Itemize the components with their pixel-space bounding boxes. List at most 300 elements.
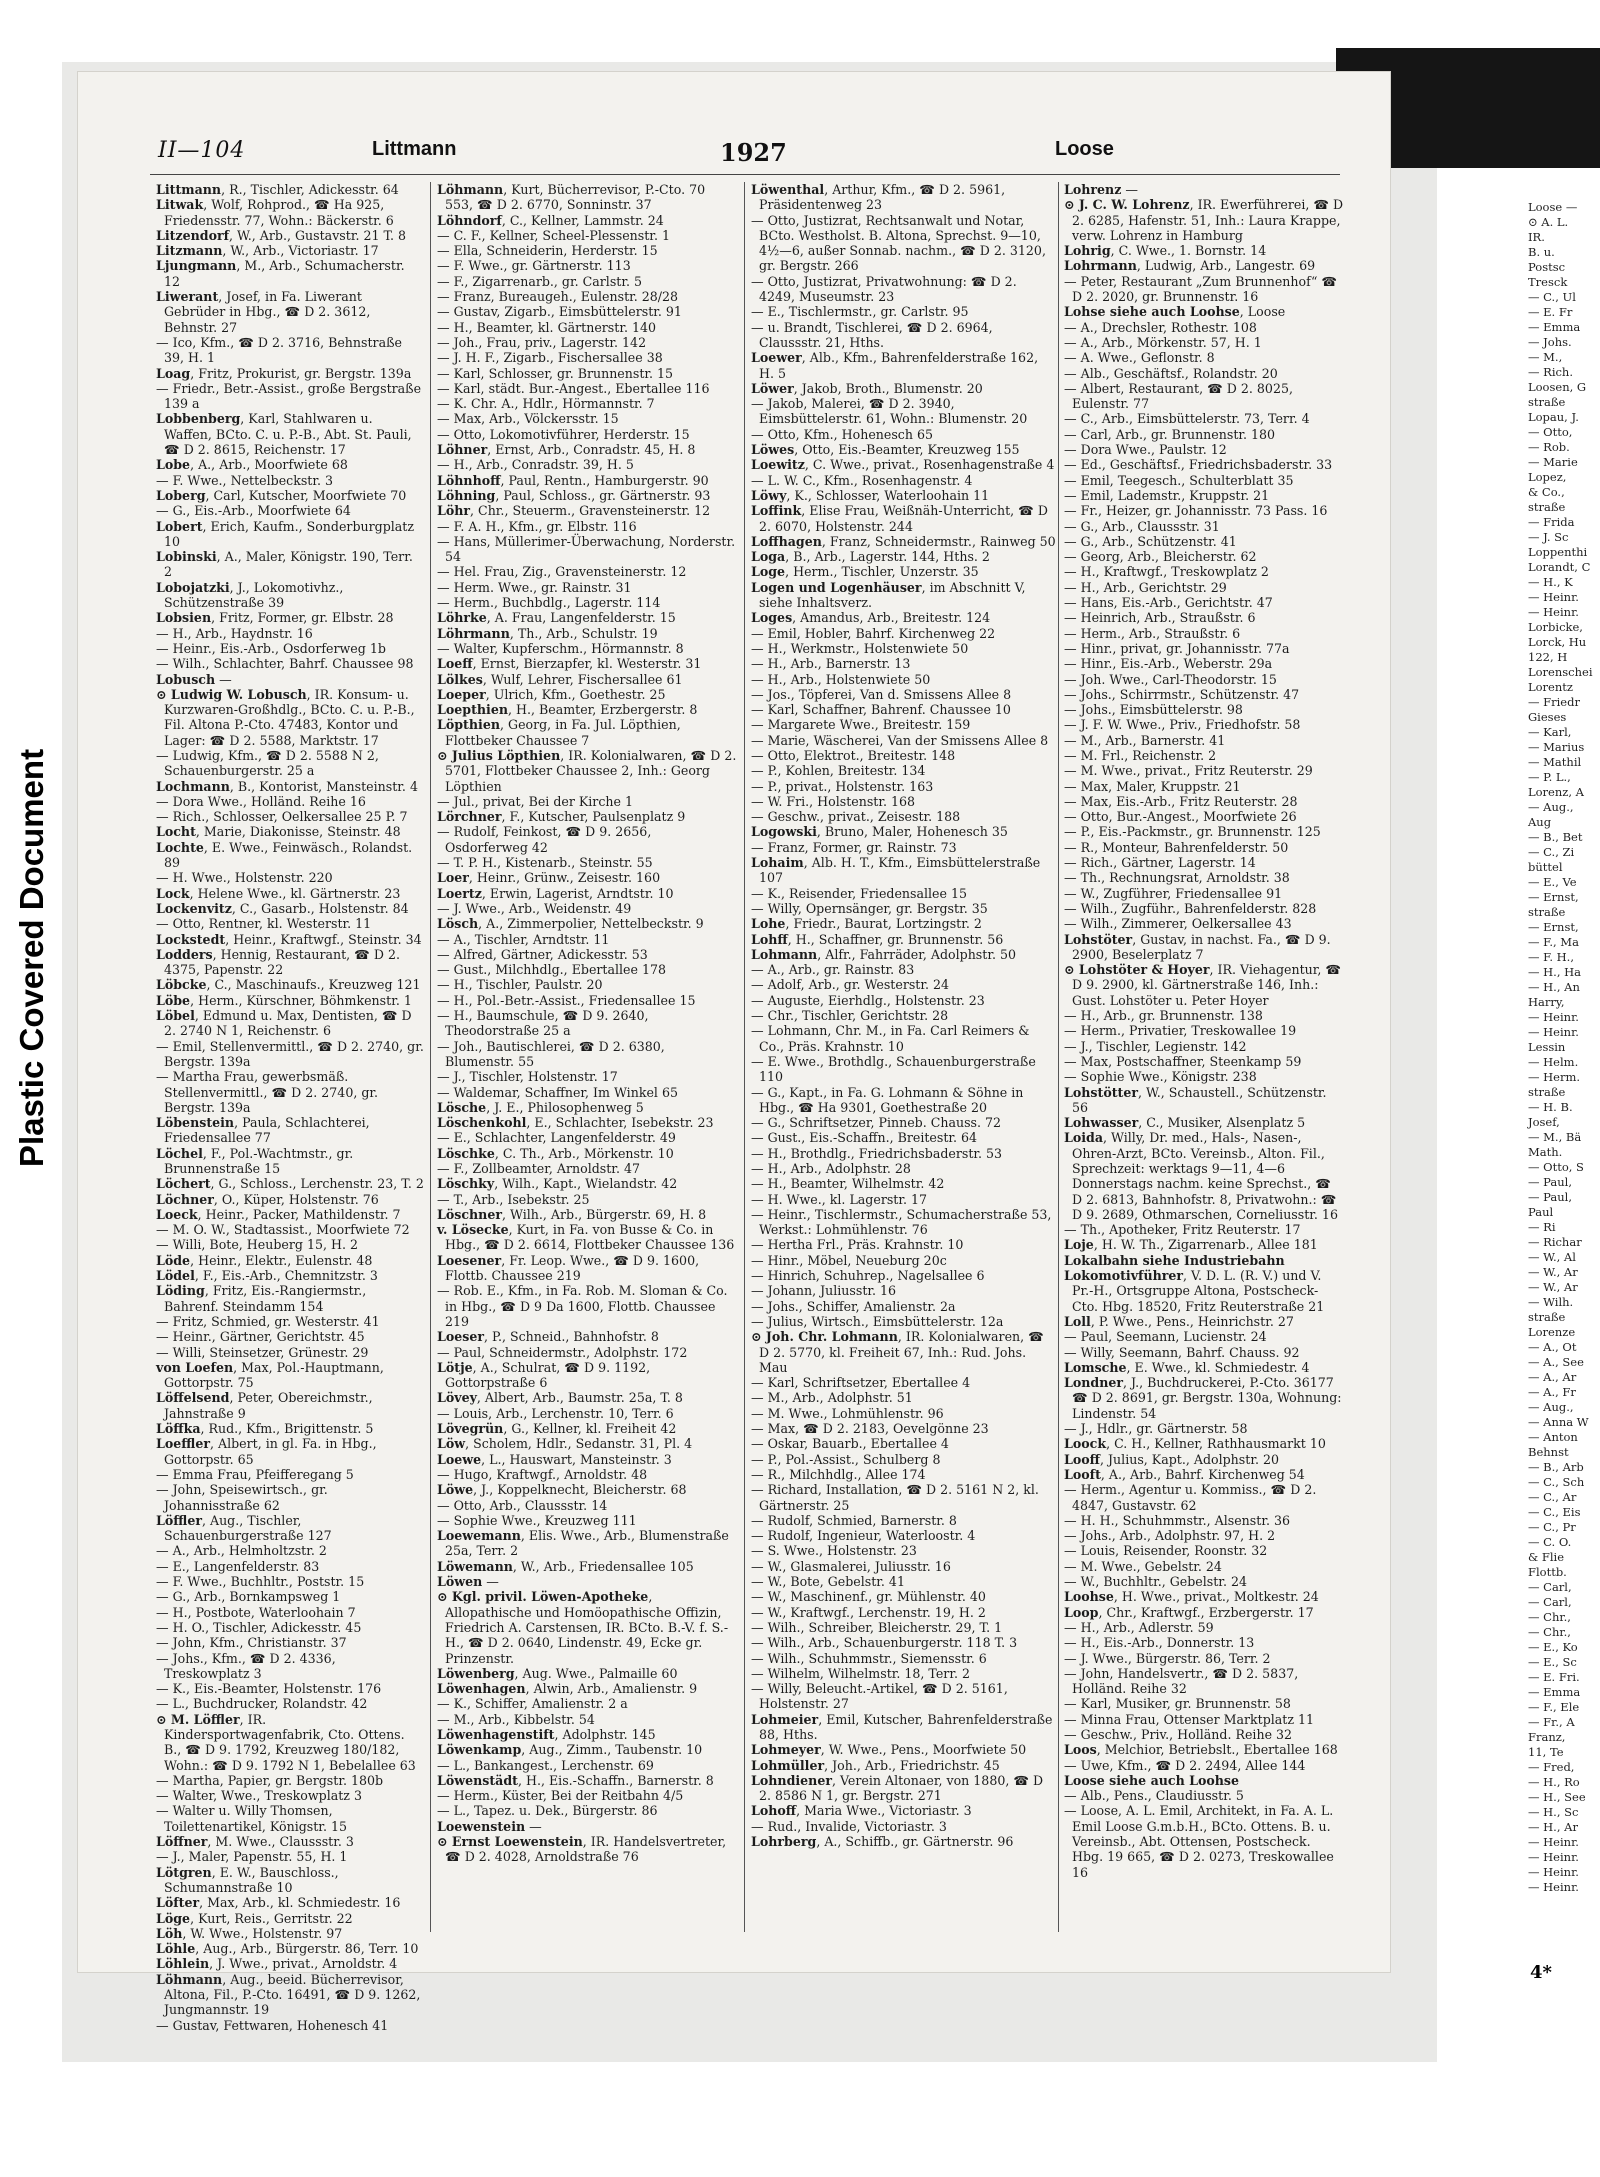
directory-entry: Löwenthal, Arthur, Kfm., ☎ D 2. 5961, Präsidentenweg 23 <box>751 182 1006 213</box>
directory-entry: — Otto, Justizrat, Privatwohnung: ☎ D 2. 4249, Museumstr. 23 <box>751 273 1017 305</box>
directory-entry: — Gustav, Zigarb., Eimsbüttelerstr. 91 <box>437 304 682 320</box>
adjacent-page-line: Aug <box>1528 815 1552 829</box>
directory-entry: Löwemann, W., Arb., Friedensallee 105 <box>437 1558 694 1574</box>
adjacent-page-line: — F., Ele <box>1528 1700 1580 1714</box>
adjacent-page-line: Gieses <box>1528 710 1567 724</box>
directory-entry: Löffner, M. Wwe., Claussstr. 3 <box>156 1834 354 1850</box>
directory-entry: — Wilhelm, Wilhelmstr. 18, Terr. 2 <box>751 1665 970 1681</box>
directory-entry: Lohmann, Alfr., Fahrräder, Adolphstr. 50 <box>751 946 1016 962</box>
directory-entry: Lobusch — <box>156 671 232 687</box>
directory-entry: — H., Postbote, Waterloohain 7 <box>156 1604 356 1620</box>
directory-entry: — Rud., Invalide, Victoriastr. 3 <box>751 1818 947 1834</box>
directory-entry: Lövegrün, G., Kellner, kl. Freiheit 42 <box>437 1421 677 1437</box>
directory-entry: Loag, Fritz, Prokurist, gr. Bergstr. 139a <box>156 365 412 381</box>
directory-entry: — Gust., Eis.-Schaffn., Breitestr. 64 <box>751 1130 978 1146</box>
directory-entry: — Heinrich, Arb., Straußstr. 6 <box>1064 610 1256 626</box>
directory-entry: — Hel. Frau, Zig., Gravensteinerstr. 12 <box>437 564 687 580</box>
directory-entry: — Rich., Schlosser, Oelkersallee 25 P. 7 <box>156 809 408 825</box>
adjacent-page-line: & Co., <box>1528 485 1565 499</box>
directory-entry: Lokalbahn siehe Industriebahn <box>1064 1252 1285 1268</box>
directory-entry: Lohrmann, Ludwig, Arb., Langestr. 69 <box>1064 258 1316 274</box>
directory-entry: — J. F. W. Wwe., Priv., Friedhofstr. 58 <box>1064 717 1301 733</box>
adjacent-page-line: — E., Ve <box>1528 875 1577 889</box>
adjacent-page-line: — M., Bä <box>1528 1130 1582 1144</box>
adjacent-page-line: — E., Ko <box>1528 1640 1578 1654</box>
directory-entry: Löwes, Otto, Eis.-Beamter, Kreuzweg 155 <box>751 442 1020 458</box>
directory-entry: Löwenkamp, Aug., Zimm., Taubenstr. 10 <box>437 1742 703 1758</box>
adjacent-page-line: — B., Bet <box>1528 830 1583 844</box>
directory-entry: Looft, A., Arb., Bahrf. Kirchenweg 54 <box>1064 1466 1305 1482</box>
directory-entry: — G., Arb., Claussstr. 31 <box>1064 518 1220 534</box>
directory-entry: — John, Kfm., Christianstr. 37 <box>156 1635 347 1651</box>
directory-entry: — Alb., Geschäftsf., Rolandstr. 20 <box>1064 365 1278 381</box>
adjacent-page-line: — W., Ar <box>1528 1265 1578 1279</box>
directory-entry: von Loefen, Max, Pol.-Hauptmann, Gottorpstr. 75 <box>156 1359 384 1391</box>
directory-entry: Löwen — <box>437 1574 499 1590</box>
directory-entry: — Louis, Reisender, Roonstr. 32 <box>1064 1543 1268 1559</box>
directory-entry: — M., Arb., Barnerstr. 41 <box>1064 732 1226 748</box>
directory-entry: Löschky, Wilh., Kapt., Wielandstr. 42 <box>437 1176 678 1192</box>
adjacent-page-line: — Ernst, <box>1528 890 1579 904</box>
directory-entry: — Johs., Kfm., ☎ D 2. 4336, Treskowplatz 3 <box>156 1650 336 1681</box>
adjacent-page-line: — Heinr. <box>1528 1880 1579 1894</box>
directory-entry: — Gust., Milchhdlg., Ebertallee 178 <box>437 962 666 978</box>
directory-entry: Loje, H. W. Th., Zigarrenarb., Allee 181 <box>1064 1237 1318 1253</box>
directory-entry: — G., Eis.-Arb., Moorfwiete 64 <box>156 503 351 519</box>
directory-entry: — Walter u. Willy Thomsen, Toilettenartikel, Königstr. 15 <box>156 1803 347 1834</box>
directory-column-2 <box>437 182 737 1932</box>
directory-entry: — F., Zigarrenarb., gr. Carlstr. 5 <box>437 273 643 289</box>
directory-entry: Lohstötter, W., Schaustell., Schützenstr. 56 <box>1064 1084 1327 1115</box>
directory-entry: Ljungmann, M., Arb., Schumacherstr. 12 <box>156 258 405 289</box>
directory-entry: — T. P. H., Kistenarb., Steinstr. 55 <box>437 855 653 871</box>
adjacent-page-line: Flottb. <box>1528 1565 1567 1579</box>
directory-entry: — Rich., Gärtner, Lagerstr. 14 <box>1064 855 1256 871</box>
directory-entry: — Wilh., Schlachter, Bahrf. Chaussee 98 <box>156 656 414 672</box>
directory-entry: — H., Kraftwgf., Treskowplatz 2 <box>1064 564 1269 580</box>
directory-entry: Lohff, H., Schaffner, gr. Brunnenstr. 56 <box>751 931 1004 947</box>
directory-entry: — Max, Maler, Kruppstr. 21 <box>1064 778 1241 794</box>
adjacent-page-line: Lorenz, A <box>1528 785 1584 799</box>
adjacent-page-line: — Carl, <box>1528 1595 1572 1609</box>
directory-entry: — Sophie Wwe., Kreuzweg 111 <box>437 1512 637 1528</box>
directory-entry: — C., Arb., Eimsbüttelerstr. 73, Terr. 4 <box>1064 411 1310 427</box>
directory-entry: Lohmeyer, W. Wwe., Pens., Moorfwiete 50 <box>751 1742 1027 1758</box>
directory-entry: Löbe, Herm., Kürschner, Böhmkenstr. 1 <box>156 992 412 1008</box>
directory-entry: — K., Schiffer, Amalienstr. 2 a <box>437 1696 628 1712</box>
directory-entry: — E., Schlachter, Langenfelderstr. 49 <box>437 1130 676 1146</box>
adjacent-page-line: Lessin <box>1528 1040 1566 1054</box>
adjacent-page-line: Harry, <box>1528 995 1565 1009</box>
adjacent-page-line: — Marie <box>1528 455 1578 469</box>
directory-entry: — A., Arb., Mörkenstr. 57, H. 1 <box>1064 334 1262 350</box>
directory-entry: — Carl, Arb., gr. Brunnenstr. 180 <box>1064 426 1276 442</box>
adjacent-page-line: — Fr., A <box>1528 1715 1575 1729</box>
adjacent-page-line: Math. <box>1528 1145 1563 1159</box>
directory-entry: — H., Arb., Adolphstr. 28 <box>751 1161 911 1176</box>
directory-entry: Löwenberg, Aug. Wwe., Palmaille 60 <box>437 1665 678 1681</box>
directory-entry: — Richard, Installation, ☎ D 2. 5161 N 2, kl. Gärtnerstr. 25 <box>751 1482 1039 1513</box>
adjacent-page-line: — F. H., <box>1528 950 1574 964</box>
directory-entry: Londner, J., Buchdruckerei, P.-Cto. 36177 ☎ D 2. 8691, gr. Bergstr. 130a, Wohnung: Lindenstr. 54 <box>1064 1375 1342 1421</box>
adjacent-page-line: straße <box>1528 500 1566 514</box>
directory-entry: ⊙ Ludwig W. Lobusch, IR. Konsum- u. Kurzwaren-Großhdlg., BCto. C. u. P.-B., Fil. Altona P.-Cto. 47483, Kontor und Lager: ☎ D 2. 5588, Marktstr. 17 <box>156 686 415 748</box>
directory-entry: — Heinr., Gärtner, Gerichtstr. 45 <box>156 1329 365 1345</box>
directory-entry: — Joh., Bautischlerei, ☎ D 2. 6380, Blumenstr. 55 <box>437 1038 665 1069</box>
directory-entry: — H., Brothdlg., Friedrichsbaderstr. 53 <box>751 1145 1003 1161</box>
directory-entry: — Hans, Eis.-Arb., Gerichtstr. 47 <box>1064 595 1273 611</box>
adjacent-page-line: — W., Ar <box>1528 1280 1578 1294</box>
directory-entry: — K. Chr. A., Hdlr., Hörmannstr. 7 <box>437 396 655 412</box>
adjacent-page-line: — Heinr. <box>1528 1865 1579 1879</box>
directory-entry: — Adolf, Arb., gr. Westerstr. 24 <box>751 977 950 993</box>
directory-entry: — F. Wwe., Nettelbeckstr. 3 <box>156 472 334 488</box>
directory-entry: Lötje, A., Schulrat, ☎ D 9. 1192, Gottorpstraße 6 <box>437 1359 651 1391</box>
directory-entry: Löhrmann, Th., Arb., Schulstr. 19 <box>437 625 658 641</box>
directory-entry: — H., Pol.-Betr.-Assist., Friedensallee 15 <box>437 992 696 1008</box>
adjacent-page-line: B. u. <box>1528 245 1555 259</box>
adjacent-page-line: — Frida <box>1528 515 1575 529</box>
adjacent-page-line: — F., Ma <box>1528 935 1579 949</box>
directory-entry: — M. Wwe., Gebelstr. 24 <box>1064 1558 1222 1574</box>
directory-entry: Loos, Melchior, Betriebslt., Ebertallee 168 <box>1064 1742 1338 1758</box>
directory-entry: — Dora Wwe., Holländ. Reihe 16 <box>156 793 366 809</box>
adjacent-page-line: Loosen, G <box>1528 380 1587 394</box>
adjacent-page-line: — Chr., <box>1528 1610 1571 1624</box>
directory-entry: Löhr, Chr., Steuerm., Gravensteinerstr. 12 <box>437 503 711 519</box>
directory-entry: — Loose, A. L. Emil, Architekt, in Fa. A. L. Emil Loose G.m.b.H., BCto. Ottens. B. u. Vereinsb., Abt. Ottensen, Postscheck. Hbg. 19 665, ☎ D 2. 0273, Treskowallee 16 <box>1064 1803 1334 1880</box>
directory-entry: Logen und Logenhäuser, im Abschnitt V, siehe Inhaltsverz. <box>751 579 1026 611</box>
adjacent-page-line: — C., Sch <box>1528 1475 1585 1489</box>
directory-entry: — M., Arb., Kibbelstr. 54 <box>437 1711 595 1727</box>
directory-entry: — Franz, Former, gr. Rainstr. 73 <box>751 839 957 855</box>
directory-entry: Loeff, Ernst, Bierzapfer, kl. Westerstr. 31 <box>437 656 702 672</box>
directory-entry: — John, Speisewirtsch., gr. Johannisstraße 62 <box>156 1482 328 1513</box>
adjacent-page-line: — E., Sc <box>1528 1655 1577 1669</box>
directory-entry: — A. Wwe., Geflonstr. 8 <box>1064 350 1215 366</box>
directory-entry: — K., Reisender, Friedensallee 15 <box>751 885 967 901</box>
directory-entry: Lobbenberg, Karl, Stahlwaren u. Waffen, BCto. C. u. P.-B., Abt. St. Pauli, ☎ D 2. 8615, Reichenstr. 17 <box>156 411 412 458</box>
adjacent-page-line: — Fred, <box>1528 1760 1575 1774</box>
directory-entry: — Franz, Bureaugeh., Eulenstr. 28/28 <box>437 289 679 305</box>
adjacent-page-line: — Friedr <box>1528 695 1580 709</box>
directory-entry: Liwerant, Josef, in Fa. Liwerant Gebrüder in Hbg., ☎ D 2. 3612, Behnstr. 27 <box>156 289 371 335</box>
directory-entry: — Heinr., Tischlermstr., Schumacherstraße 53, Werkst.: Lohmühlenstr. 76 <box>751 1206 1052 1238</box>
directory-entry: — Hertha Frl., Präs. Krahnstr. 10 <box>751 1237 964 1253</box>
directory-entry: Lösch, A., Zimmerpolier, Nettelbeckstr. 9 <box>437 916 704 932</box>
directory-entry: — Herm., Buchbdlg., Lagerstr. 114 <box>437 595 661 611</box>
adjacent-page-line: Lorandt, C <box>1528 560 1591 574</box>
adjacent-page-line: — Ernst, <box>1528 920 1579 934</box>
directory-entry: — Geschw., privat., Zeisestr. 188 <box>751 809 961 825</box>
directory-entry: — W., Bote, Gebelstr. 41 <box>751 1574 905 1590</box>
directory-entry: — Emil, Hobler, Bahrf. Kirchenweg 22 <box>751 625 996 641</box>
directory-entry: Loga, B., Arb., Lagerstr. 144, Hths. 2 <box>751 549 990 565</box>
adjacent-page-line: — J. Sc <box>1528 530 1569 544</box>
adjacent-page-line: Lopez, <box>1528 470 1567 484</box>
directory-entry: Loges, Amandus, Arb., Breitestr. 124 <box>751 610 991 626</box>
directory-entry: Lobsien, Fritz, Former, gr. Elbstr. 28 <box>156 610 394 626</box>
directory-entry: — Paul, Seemann, Lucienstr. 24 <box>1064 1329 1267 1345</box>
directory-entry: — H. Wwe., kl. Lagerstr. 17 <box>751 1191 928 1207</box>
directory-entry: — Th., Rechnungsrat, Arnoldstr. 38 <box>1064 870 1290 886</box>
adjacent-page-line: Franz, <box>1528 1730 1566 1744</box>
adjacent-page-line: — A., Fr <box>1528 1385 1576 1399</box>
adjacent-page-line: — C., Ul <box>1528 290 1576 304</box>
directory-entry: Lochmann, B., Kontorist, Mansteinstr. 4 <box>156 778 418 794</box>
directory-entry: v. Lösecke, Kurt, in Fa. von Busse & Co. in Hbg., ☎ D 2. 6614, Flottbeker Chaussee 136 <box>437 1222 735 1253</box>
directory-entry: Lobinski, A., Maler, Königstr. 190, Terr. 2 <box>156 549 413 580</box>
directory-entry: — M. Wwe., Lohmühlenstr. 96 <box>751 1405 944 1421</box>
directory-entry: — H., Arb., Haydnstr. 16 <box>156 625 313 641</box>
adjacent-page-line: Postsc <box>1528 260 1566 274</box>
directory-entry: — John, Handelsvertr., ☎ D 2. 5837, Holländ. Reihe 32 <box>1064 1665 1299 1697</box>
directory-entry: — T., Arb., Isebekstr. 25 <box>437 1191 590 1207</box>
directory-entry: Loewer, Alb., Kfm., Bahrenfelderstraße 162, H. 5 <box>751 350 1039 381</box>
directory-entry: — Fritz, Schmied, gr. Westerstr. 41 <box>156 1313 380 1329</box>
adjacent-page-line: Lopau, J. <box>1528 410 1579 424</box>
directory-entry: — H., Arb., Conradstr. 39, H. 5 <box>437 457 634 473</box>
directory-entry: — Jakob, Malerei, ☎ D 2. 3940, Eimsbüttelerstr. 61, Wohn.: Blumenstr. 20 <box>751 396 1028 427</box>
directory-entry: Lohrig, C. Wwe., 1. Bornstr. 14 <box>1064 243 1267 259</box>
directory-entry: — A., Drechsler, Rothestr. 108 <box>1064 319 1257 335</box>
directory-entry: Löwer, Jakob, Broth., Blumenstr. 20 <box>751 380 983 396</box>
directory-entry: Löwy, K., Schlosser, Waterloohain 11 <box>751 487 990 503</box>
directory-entry: — H. O., Tischler, Adickesstr. 45 <box>156 1619 362 1635</box>
adjacent-page-line: — C., Zi <box>1528 845 1575 859</box>
adjacent-page-line: — Paul, <box>1528 1190 1572 1204</box>
directory-entry: — Waldemar, Schaffner, Im Winkel 65 <box>437 1084 678 1100</box>
directory-entry: Loohse, H. Wwe., privat., Moltkestr. 24 <box>1064 1589 1319 1605</box>
directory-entry: Lohwasser, C., Musiker, Alsenplatz 5 <box>1064 1115 1306 1131</box>
directory-entry: Lomsche, E. Wwe., kl. Schmiedestr. 4 <box>1064 1359 1310 1375</box>
adjacent-page-line: — Anton <box>1528 1430 1578 1444</box>
adjacent-page-line: straße <box>1528 395 1566 409</box>
directory-entry: Löffka, Rud., Kfm., Brigittenstr. 5 <box>156 1421 374 1437</box>
directory-entry: Lochte, E. Wwe., Feinwäsch., Rolandst. 89 <box>156 839 413 871</box>
directory-entry: — Gustav, Fettwaren, Hohenesch 41 <box>156 2017 389 2033</box>
directory-entry: — Rudolf, Feinkost, ☎ D 9. 2656, Osdorferweg 42 <box>437 824 652 855</box>
adjacent-page-line: — Rob. <box>1528 440 1570 454</box>
directory-entry: Löffelsend, Peter, Obereichmstr., Jahnstraße 9 <box>156 1390 373 1421</box>
directory-entry: — Jul., privat, Bei der Kirche 1 <box>437 793 633 809</box>
directory-entry: — J. H. F., Zigarb., Fischersallee 38 <box>437 350 663 366</box>
directory-entry: — H., Arb., gr. Brunnenstr. 138 <box>1064 1008 1263 1024</box>
directory-entry: — Karl, Schlosser, gr. Brunnenstr. 15 <box>437 365 674 381</box>
directory-entry: — W., Kraftwgf., Lerchenstr. 19, H. 2 <box>751 1604 986 1620</box>
directory-entry: — Otto, Rentner, kl. Westerstr. 11 <box>156 916 372 932</box>
directory-entry: — H., Arb., Adlerstr. 59 <box>1064 1619 1214 1635</box>
adjacent-page-line: — H., K <box>1528 575 1573 589</box>
directory-entry: Löschke, C. Th., Arb., Mörkenstr. 10 <box>437 1145 674 1161</box>
directory-entry: — Martha, Papier, gr. Bergstr. 180b <box>156 1772 384 1788</box>
directory-entry: — W. Fri., Holstenstr. 168 <box>751 793 916 809</box>
adjacent-page-line: — Emma <box>1528 320 1581 334</box>
directory-entry: — Emil, Stellenvermittl., ☎ D 2. 2740, gr. Bergstr. 139a <box>156 1038 424 1069</box>
directory-entry: ⊙ Joh. Chr. Lohmann, IR. Kolonialwaren, ☎ D 2. 5770, kl. Freiheit 67, Inh.: Rud. Johs. Mau <box>751 1329 1044 1375</box>
directory-entry: Löhning, Paul, Schloss., gr. Gärtnerstr. 93 <box>437 487 711 503</box>
directory-entry: — J., Maler, Papenstr. 55, H. 1 <box>156 1849 348 1865</box>
directory-entry: Löhndorf, C., Kellner, Lammstr. 24 <box>437 212 664 228</box>
directory-entry: — Hans, Müllerimer-Überwachung, Norderstr. 54 <box>437 533 736 565</box>
directory-entry: — Ella, Schneiderin, Herderstr. 15 <box>437 243 658 259</box>
directory-entry: — u. Brandt, Tischlerei, ☎ D 2. 6964, Claussstr. 21, Hths. <box>751 319 993 350</box>
directory-entry: — Heinr., Eis.-Arb., Osdorferweg 1b <box>156 640 386 656</box>
directory-entry: Litzmann, W., Arb., Victoriastr. 17 <box>156 243 379 259</box>
directory-entry: — Wilh., Arb., Schauenburgerstr. 118 T. 3 <box>751 1635 1018 1651</box>
directory-entry: Löchner, O., Küper, Holstenstr. 76 <box>156 1191 379 1207</box>
directory-entry: Lölkes, Wulf, Lehrer, Fischersallee 61 <box>437 671 683 687</box>
directory-entry: Looff, Julius, Kapt., Adolphstr. 20 <box>1064 1451 1279 1467</box>
directory-entry: — W., Zugführer, Friedensallee 91 <box>1064 885 1283 901</box>
directory-entry: — Ed., Geschäftsf., Friedrichsbaderstr. 33 <box>1064 457 1333 473</box>
directory-entry: — Johs., Schirrmstr., Schützenstr. 47 <box>1064 686 1300 702</box>
directory-entry: — Max, ☎ D 2. 2183, Oevelgönne 23 <box>751 1421 989 1437</box>
header-year: 1927 <box>720 138 787 167</box>
directory-entry: — Margarete Wwe., Breitestr. 159 <box>751 717 971 733</box>
directory-entry: Lohoff, Maria Wwe., Victoriastr. 3 <box>751 1803 972 1819</box>
directory-entry: — A., Arb., Helmholtzstr. 2 <box>156 1543 327 1559</box>
directory-entry: — Alb., Pens., Claudiusstr. 5 <box>1064 1788 1244 1804</box>
adjacent-page-line: — Heinr. <box>1528 1850 1579 1864</box>
adjacent-page-line: IR. <box>1528 230 1545 244</box>
directory-entry: — Wilh., Zugführ., Bahrenfelderstr. 828 <box>1064 900 1317 916</box>
adjacent-page-line: — Mathil <box>1528 755 1582 769</box>
directory-entry: Lohaim, Alb. H. T., Kfm., Eimsbüttelerstraße 107 <box>751 855 1041 886</box>
adjacent-page-line: — Wilh. <box>1528 1295 1574 1309</box>
directory-entry: — Wilh., Schreiber, Bleicherstr. 29, T. 1 <box>751 1619 1003 1635</box>
directory-column-4 <box>1064 182 1344 1932</box>
adjacent-page-line: — H., An <box>1528 980 1580 994</box>
directory-entry: — P., privat., Holstenstr. 163 <box>751 778 934 794</box>
directory-entry: — Joh., Frau, priv., Lagerstr. 142 <box>437 334 647 350</box>
adjacent-page-line: Loose — <box>1528 200 1578 214</box>
directory-entry: Loeser, P., Schneid., Bahnhofstr. 8 <box>437 1329 659 1345</box>
directory-entry: Löh, W. Wwe., Holstenstr. 97 <box>156 1925 343 1941</box>
directory-entry: Lörchner, F., Kutscher, Paulsenplatz 9 <box>437 809 686 825</box>
directory-entry: Löbenstein, Paula, Schlachterei, Friedensallee 77 <box>156 1115 370 1146</box>
directory-entry: — G., Arb., Bornkampsweg 1 <box>156 1589 341 1605</box>
directory-entry: — M., Arb., Adolphstr. 51 <box>751 1390 913 1406</box>
directory-entry: ⊙ Lohstöter & Hoyer, IR. Viehagentur, ☎ D 9. 2900, kl. Gärtnerstraße 146, Inh.: Gust. Lohstöter u. Peter Hoyer <box>1064 962 1342 1008</box>
directory-entry: Loop, Chr., Kraftwgf., Erzbergerstr. 17 <box>1064 1604 1314 1620</box>
adjacent-page-line: — E. Fri. <box>1528 1670 1580 1684</box>
directory-entry: Löchel, F., Pol.-Wachtmstr., gr. Brunnenstraße 15 <box>156 1145 354 1176</box>
page-number: II—104 <box>158 138 246 163</box>
directory-entry: — Johs., Eimsbüttelerstr. 98 <box>1064 702 1243 718</box>
directory-entry: Lockenvitz, C., Gasarb., Holstenstr. 84 <box>156 900 409 916</box>
adjacent-page-line: — H., Ro <box>1528 1775 1580 1789</box>
directory-entry: — Ludwig, Kfm., ☎ D 2. 5588 N 2, Schauenburgerstr. 25 a <box>156 747 379 779</box>
directory-entry: Lohmeier, Emil, Kutscher, Bahrenfelderstraße 88, Hths. <box>751 1711 1053 1742</box>
directory-entry: — M. Frl., Reichenstr. 2 <box>1064 747 1217 763</box>
adjacent-page-line: büttel <box>1528 860 1563 874</box>
directory-entry: — Lohmann, Chr. M., in Fa. Carl Reimers & Co., Präs. Krahnstr. 10 <box>751 1023 1030 1054</box>
directory-entry: Löwenstädt, H., Eis.-Schaffn., Barnerstr. 8 <box>437 1772 714 1788</box>
directory-entry: Locht, Marie, Diakonisse, Steinstr. 48 <box>156 824 401 840</box>
directory-entry: Loida, Willy, Dr. med., Hals-, Nasen-, Ohren-Arzt, BCto. Vereinsb., Alton. Fil., Sprechzeit: werktags 9—11, 4—6 Donnerstags nachm. keine Sprechst., ☎ D 2. 6813, Bahnhofstr. 8, Privatwohn.: ☎ D 9. 2689, Othmarschen, Corneliusstr. 16 <box>1064 1130 1338 1222</box>
directory-entry: Lokomotivführer, V. D. L. (R. V.) und V. Pr.-H., Ortsgruppe Altona, Postscheck-Cto. Hbg. 18520, Fritz Reuterstraße 21 <box>1064 1268 1325 1314</box>
adjacent-page-line: Loppenthi <box>1528 545 1588 559</box>
directory-entry: — Willy, Beleucht.-Artikel, ☎ D 2. 5161, Holstenstr. 27 <box>751 1681 1008 1712</box>
directory-entry: — Willy, Seemann, Bahrf. Chauss. 92 <box>1064 1344 1300 1360</box>
adjacent-page-line: — Richar <box>1528 1235 1582 1249</box>
directory-entry: Lobert, Erich, Kaufm., Sonderburgplatz 10 <box>156 518 414 549</box>
header-rule <box>150 174 1340 175</box>
directory-entry: Löhle, Aug., Arb., Bürgerstr. 86, Terr. 10 <box>156 1941 419 1957</box>
directory-entry: — Peter, Restaurant „Zum Brunnenhof“ ☎ D 2. 2020, gr. Brunnenstr. 16 <box>1064 273 1338 305</box>
adjacent-page-line: Lorentz <box>1528 680 1573 694</box>
adjacent-page-line: — Chr., <box>1528 1625 1571 1639</box>
adjacent-page-line: — H., Sc <box>1528 1805 1579 1819</box>
directory-entry: ⊙ Kgl. privil. Löwen-Apotheke, Allopathische und Homöopathische Offizin, Friedrich A. Carstensen, IR. BCto. B.-V. f. S.-H., ☎ D 2. 0640, Lindenstr. 49, Ecke gr. Prinzenstr. <box>437 1589 729 1666</box>
adjacent-page-line: — E. Fr <box>1528 305 1573 319</box>
directory-entry: Lohndiener, Verein Altonaer, von 1880, ☎ D 2. 8586 N 1, gr. Bergstr. 271 <box>751 1772 1044 1804</box>
directory-entry: — Herm., Arb., Straußstr. 6 <box>1064 625 1241 641</box>
directory-entry: — Rob. E., Kfm., in Fa. Rob. M. Sloman & Co. in Hbg., ☎ D 9 Da 1600, Flottb. Chaussee 219 <box>437 1283 728 1329</box>
directory-entry: Loesener, Fr. Leop. Wwe., ☎ D 9. 1600, Flottb. Chaussee 219 <box>437 1252 700 1284</box>
directory-entry: — H., Eis.-Arb., Donnerstr. 13 <box>1064 1635 1255 1651</box>
directory-entry: Lodders, Hennig, Restaurant, ☎ D 2. 4375, Papenstr. 22 <box>156 946 400 978</box>
directory-entry: Lockstedt, Heinr., Kraftwgf., Steinstr. 34 <box>156 931 422 947</box>
directory-entry: — Emil, Teegesch., Schulterblatt 35 <box>1064 472 1294 488</box>
directory-entry: — Otto, Justizrat, Rechtsanwalt und Notar, BCto. Westholst. B. Altona, Sprechst. 9—10, 4½—6, außer Sonnab. nachm., ☎ D 2. 3120, gr. Bergstr. 266 <box>751 212 1046 274</box>
directory-entry: — Friedr., Betr.-Assist., große Bergstraße 139 a <box>156 380 422 412</box>
directory-entry: Löwenhagenstift, Adolphstr. 145 <box>437 1726 656 1742</box>
directory-entry: — Minna Frau, Ottenser Marktplatz 11 <box>1064 1711 1315 1727</box>
adjacent-page-line: — Heinr. <box>1528 1010 1579 1024</box>
directory-entry: — Johann, Juliusstr. 16 <box>751 1283 897 1299</box>
adjacent-page-line: — H., Ar <box>1528 1820 1578 1834</box>
directory-entry: — E., Langenfelderstr. 83 <box>156 1558 320 1574</box>
directory-entry: Loll, P. Wwe., Pens., Heinrichstr. 27 <box>1064 1313 1294 1329</box>
header-first-entry: Littmann <box>372 138 457 160</box>
directory-entry: — H., Beamter, kl. Gärtnerstr. 140 <box>437 319 657 335</box>
directory-entry: Löbel, Edmund u. Max, Dentisten, ☎ D 2. 2740 N 1, Reichenstr. 6 <box>156 1008 412 1039</box>
directory-entry: ⊙ J. C. W. Lohrenz, IR. Ewerführerei, ☎ D 2. 6285, Hafenstr. 51, Inh.: Laura Krappe, verw. Lohrenz in Hamburg <box>1064 197 1344 243</box>
directory-column-1 <box>156 182 424 2033</box>
adjacent-page-line: straße <box>1528 1085 1566 1099</box>
directory-entry: Logowski, Bruno, Maler, Hohenesch 35 <box>751 824 1008 840</box>
directory-entry: — Karl, Musiker, gr. Brunnenstr. 58 <box>1064 1696 1291 1712</box>
directory-entry: — J. Wwe., Arb., Weidenstr. 49 <box>437 900 632 916</box>
directory-entry: — J., Hdlr., gr. Gärtnerstr. 58 <box>1064 1421 1248 1437</box>
directory-entry: — R., Milchhdlg., Allee 174 <box>751 1466 926 1482</box>
directory-entry: — Oskar, Bauarb., Ebertallee 4 <box>751 1436 949 1452</box>
directory-entry: Loer, Heinr., Grünw., Zeisestr. 160 <box>437 870 661 886</box>
directory-entry: — Jos., Töpferei, Van d. Smissens Allee 8 <box>751 686 1012 702</box>
directory-entry: — Joh. Wwe., Carl-Theodorstr. 15 <box>1064 671 1277 687</box>
directory-entry: — Herm. Wwe., gr. Rainstr. 31 <box>437 579 632 595</box>
directory-entry: ⊙ Ernst Loewenstein, IR. Handelsvertreter, ☎ D 2. 4028, Arnoldstraße 76 <box>437 1834 727 1865</box>
directory-entry: — Karl, städt. Bur.-Angest., Ebertallee 116 <box>437 380 710 396</box>
adjacent-page-line: — B., Arb <box>1528 1460 1584 1474</box>
adjacent-page-line: straße <box>1528 1310 1566 1324</box>
directory-entry: — Willi, Bote, Heuberg 15, H. 2 <box>156 1237 358 1253</box>
column-divider <box>744 182 745 1932</box>
adjacent-page-line: — C. O. <box>1528 1535 1572 1549</box>
directory-entry: — Hinr., privat, gr. Johannisstr. 77a <box>1064 640 1290 656</box>
adjacent-page-line: — C., Ar <box>1528 1490 1577 1504</box>
adjacent-page-line: — H., Ha <box>1528 965 1582 979</box>
directory-entry: — F., Zollbeamter, Arnoldstr. 47 <box>437 1161 640 1176</box>
directory-entry: Loffink, Elise Frau, Weißnäh-Unterricht, ☎ D 2. 6070, Holstenstr. 244 <box>751 503 1048 534</box>
directory-entry: — Karl, Schaffner, Bahrenf. Chaussee 10 <box>751 702 1011 718</box>
directory-entry: — Otto, Arb., Claussstr. 14 <box>437 1497 608 1513</box>
directory-entry: — Walter, Wwe., Treskowplatz 3 <box>156 1788 362 1804</box>
directory-entry: Loge, Herm., Tischler, Unzerstr. 35 <box>751 564 979 580</box>
directory-entry: Löhmann, Aug., beeid. Bücherrevisor, Altona, Fil., P.-Cto. 16491, ☎ D 9. 1262, Jungmannstr. 19 <box>156 1971 421 2018</box>
